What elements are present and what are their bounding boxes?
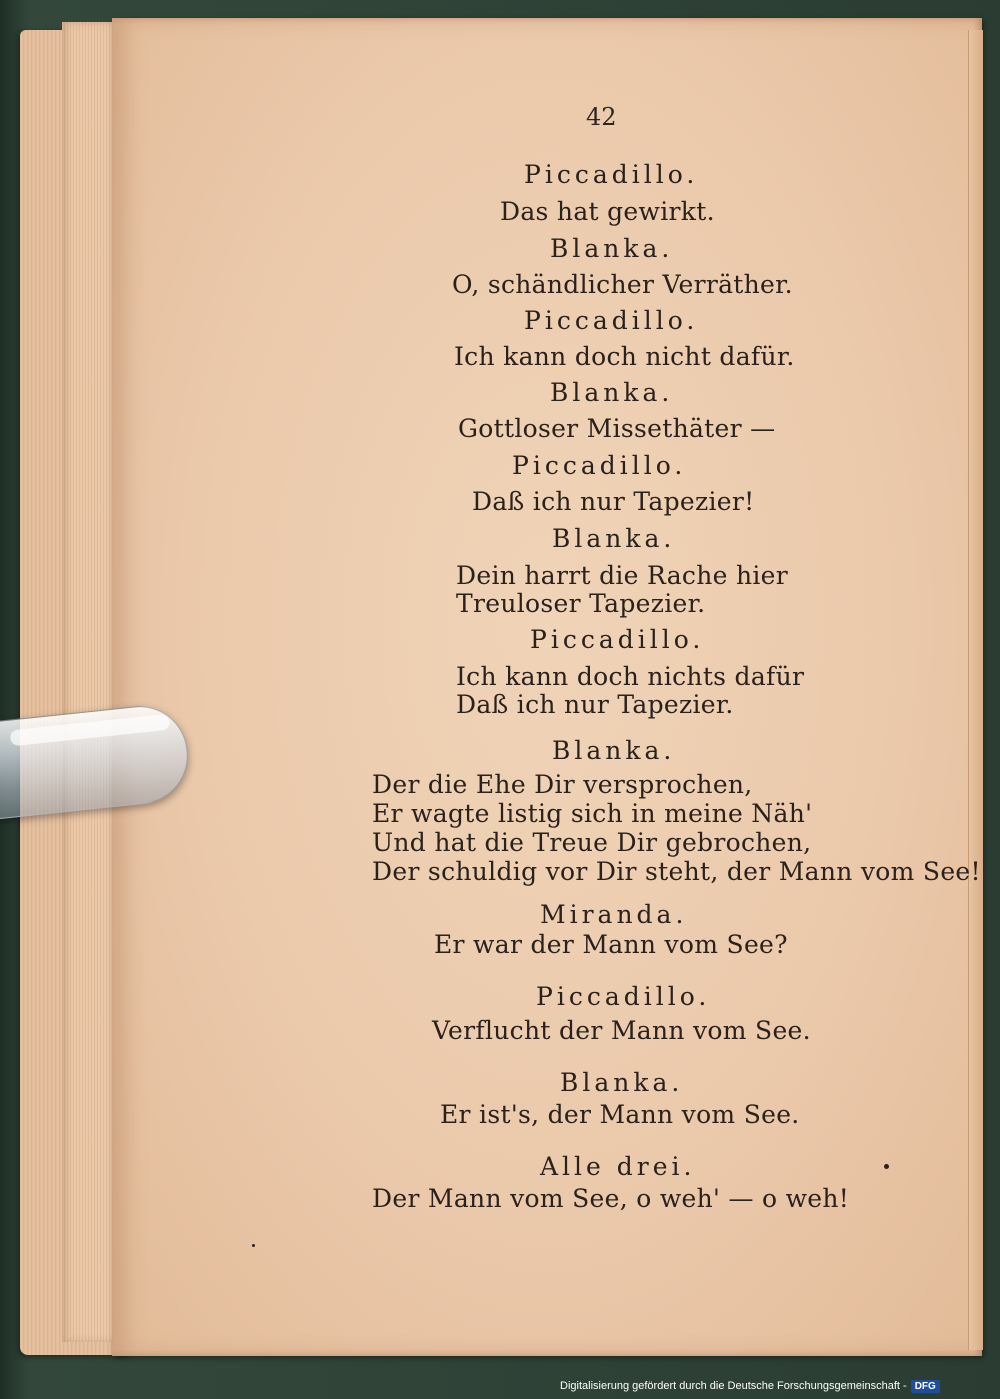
speaker-label: Blanka.	[550, 234, 674, 263]
verse-line: Dein harrt die Rache hier	[456, 561, 789, 590]
verse-line: Gottloser Missethäter —	[458, 414, 776, 443]
verse-line: Das hat gewirkt.	[500, 197, 715, 226]
verse-line: Der die Ehe Dir versprochen,	[372, 770, 753, 799]
verse-line: O, schändlicher Verräther.	[452, 270, 793, 299]
verse-line: Der Mann vom See, o weh' — o weh!	[372, 1184, 850, 1213]
verse-line: Verflucht der Mann vom See.	[432, 1016, 811, 1045]
speaker-label: Blanka.	[560, 1068, 684, 1097]
speaker-label: Piccadillo.	[512, 451, 687, 480]
verse-line: Er wagte listig sich in meine Näh'	[372, 799, 813, 828]
speaker-label: Piccadillo.	[524, 160, 699, 189]
verse-line: Er war der Mann vom See?	[434, 930, 788, 959]
verse-line: Daß ich nur Tapezier.	[456, 690, 734, 719]
verse-line: Treuloser Tapezier.	[456, 589, 706, 618]
speaker-label: Blanka.	[552, 736, 676, 765]
page-number: 42	[586, 103, 617, 131]
verse-line: Daß ich nur Tapezier!	[472, 487, 755, 516]
footer-credit: Digitalisierung gefördert durch die Deutsche Forschungsgemeinschaft -	[560, 1380, 907, 1392]
speaker-label: Piccadillo.	[530, 625, 705, 654]
speaker-label: Miranda.	[540, 900, 688, 929]
speaker-label: Blanka.	[552, 524, 676, 553]
ink-speck	[252, 1244, 255, 1247]
speaker-label: Blanka.	[550, 378, 674, 407]
speaker-label: Piccadillo.	[524, 306, 699, 335]
page-edges-right	[968, 30, 983, 1350]
speaker-label: Piccadillo.	[536, 982, 711, 1011]
verse-line: Der schuldig vor Dir steht, der Mann vom See!	[372, 857, 981, 886]
verse-line: Ich kann doch nicht dafür.	[454, 342, 795, 371]
verse-line: Er ist's, der Mann vom See.	[440, 1100, 800, 1129]
speaker-label: Alle drei.	[540, 1152, 696, 1181]
digitization-footer	[560, 1376, 940, 1396]
verse-line: Und hat die Treue Dir gebrochen,	[372, 828, 812, 857]
ink-speck	[884, 1164, 889, 1169]
dfg-logo: DFG	[911, 1380, 940, 1393]
verse-line: Ich kann doch nichts dafür	[456, 662, 805, 691]
